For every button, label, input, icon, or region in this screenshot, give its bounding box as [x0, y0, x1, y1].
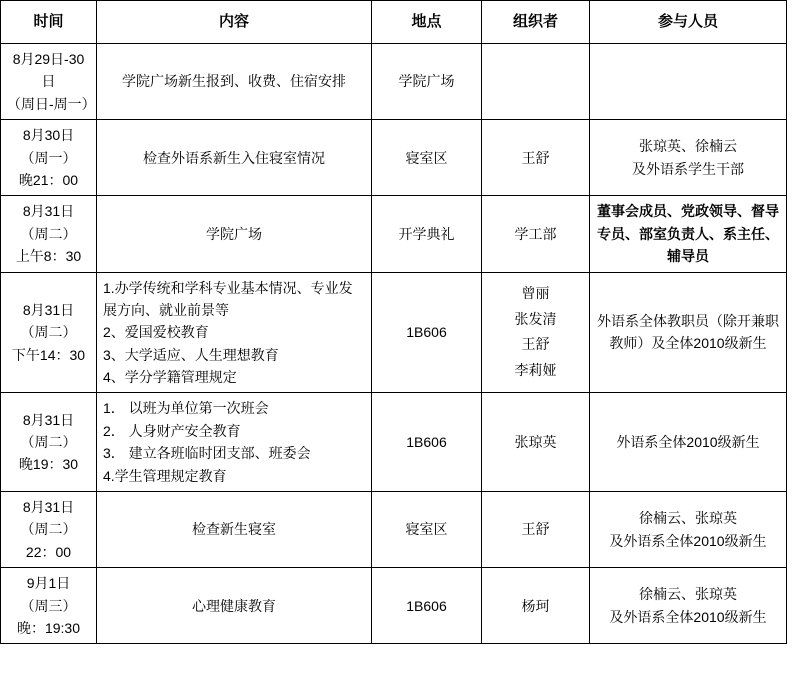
cell-time-line: 8月31日: [22, 301, 75, 318]
cell-content: [97, 568, 372, 644]
cell-content-line: 检查新生寝室: [192, 521, 276, 538]
cell-organizer: [482, 196, 590, 272]
cell-time-line: 8月31日: [22, 411, 75, 428]
cell-participants-line: 及外语系全体2010级新生: [609, 608, 767, 625]
table-row: [1, 568, 787, 644]
cell-organizer-line: 李莉娅: [514, 362, 557, 379]
cell-time-line: 8月31日: [22, 499, 75, 516]
cell-content-line: 2． 人身财产安全教育: [103, 422, 241, 439]
cell-organizer: [482, 120, 590, 196]
cell-content-line: 心理健康教育: [192, 597, 276, 614]
cell-content-line: 学院广场: [206, 225, 262, 242]
cell-time-line: 晚21：00: [18, 171, 79, 188]
cell-time-line: 8月30日: [22, 127, 75, 144]
cell-time-line: 22：00: [25, 543, 72, 560]
cell-content: [97, 196, 372, 272]
cell-participants-line: 董事会成员、党政领导、督导专员、部室负责人、系主任、辅导员: [597, 203, 779, 265]
header-row: [1, 1, 787, 44]
cell-participants: [590, 44, 787, 120]
cell-organizer: [482, 492, 590, 568]
cell-content: [97, 120, 372, 196]
cell-participants-line: 张琼英、徐楠云: [639, 138, 737, 155]
cell-organizer-line: 杨珂: [521, 597, 550, 614]
column-header-time: 时间: [1, 1, 97, 44]
cell-time: [1, 272, 97, 393]
cell-participants: [590, 568, 787, 644]
cell-content: [97, 272, 372, 393]
cell-organizer: [482, 272, 590, 393]
cell-time: [1, 120, 97, 196]
cell-participants: [590, 120, 787, 196]
cell-participants-line: 徐楠云、张琼英: [639, 510, 737, 527]
cell-content-line: 3． 建立各班临时团支部、班委会: [103, 445, 311, 462]
cell-time: [1, 492, 97, 568]
cell-time-line: 9月1日: [26, 575, 71, 592]
cell-content-line: 4、学分学籍管理规定: [103, 369, 237, 386]
cell-place: 1B606: [372, 568, 482, 644]
cell-content: [97, 492, 372, 568]
cell-organizer-line: 学工部: [514, 225, 557, 242]
cell-organizer-line: 王舒: [521, 521, 550, 538]
cell-content-line: 1.办学传统和学科专业基本情况、专业发展方向、就业前景等: [103, 279, 353, 318]
cell-participants-line: 及外语系全体2010级新生: [609, 532, 767, 549]
cell-participants-line: 及外语系学生干部: [632, 160, 744, 177]
table-header: [1, 1, 787, 44]
table-row: [1, 196, 787, 272]
cell-content-line: 3、大学适应、人生理想教育: [103, 346, 279, 363]
cell-organizer: [482, 568, 590, 644]
cell-time-line: 晚：19:30: [16, 619, 81, 636]
cell-organizer-line: 王舒: [521, 149, 550, 166]
column-header-participants: 参与人员: [590, 1, 787, 44]
table-body: [1, 44, 787, 644]
table-row: [1, 120, 787, 196]
cell-time: [1, 44, 97, 120]
cell-content-line: 1． 以班为单位第一次班会: [103, 400, 269, 417]
column-header-organizer: 组织者: [482, 1, 590, 44]
cell-place: 开学典礼: [372, 196, 482, 272]
table-row: [1, 492, 787, 568]
cell-time-line: 8月29日-30日: [12, 51, 85, 90]
cell-time-line: （周一）: [20, 149, 77, 166]
cell-time-line: 下午14：30: [11, 346, 86, 363]
cell-content: [97, 393, 372, 492]
cell-participants: [590, 196, 787, 272]
cell-time-line: 上午8：30: [15, 248, 82, 265]
cell-organizer-line: 曾丽: [521, 284, 550, 301]
cell-time: [1, 568, 97, 644]
cell-content: [97, 44, 372, 120]
cell-place: 1B606: [372, 272, 482, 393]
cell-participants: [590, 492, 787, 568]
table-row: [1, 44, 787, 120]
cell-participants-line: 外语系全体2010级新生: [616, 434, 760, 451]
cell-time-line: （周二）: [20, 521, 77, 538]
cell-place: 1B606: [372, 393, 482, 492]
cell-participants: [590, 393, 787, 492]
cell-time-line: 晚19：30: [18, 456, 79, 473]
cell-time-line: 8月31日: [22, 203, 75, 220]
column-header-place: 地点: [372, 1, 482, 44]
cell-time-line: （周日-周一）: [7, 95, 96, 112]
cell-organizer: [482, 393, 590, 492]
cell-time-line: （周三）: [20, 597, 77, 614]
cell-participants-line: 外语系全体教职员（除开兼职教师）及全体2010级新生: [597, 313, 779, 352]
cell-organizer: [482, 44, 590, 120]
cell-organizer-line: 张发清: [514, 310, 557, 327]
cell-place: 寝室区: [372, 492, 482, 568]
cell-content-line: 4.学生管理规定教育: [103, 467, 227, 484]
cell-place: 寝室区: [372, 120, 482, 196]
cell-organizer-line: 王舒: [521, 336, 550, 353]
cell-time-line: （周二）: [20, 434, 77, 451]
table-row: [1, 272, 787, 393]
column-header-content: 内容: [97, 1, 372, 44]
cell-time-line: （周二）: [20, 225, 77, 242]
cell-time: [1, 393, 97, 492]
cell-participants-line: 徐楠云、张琼英: [639, 586, 737, 603]
cell-content-line: 检查外语系新生入住寝室情况: [143, 149, 325, 166]
cell-content-line: 2、爱国爱校教育: [103, 324, 209, 341]
cell-place: 学院广场: [372, 44, 482, 120]
cell-time-line: （周二）: [20, 324, 77, 341]
cell-time: [1, 196, 97, 272]
cell-organizer-line: 张琼英: [514, 434, 557, 451]
table-row: [1, 393, 787, 492]
cell-participants: [590, 272, 787, 393]
cell-content-line: 学院广场新生报到、收费、住宿安排: [122, 73, 346, 90]
